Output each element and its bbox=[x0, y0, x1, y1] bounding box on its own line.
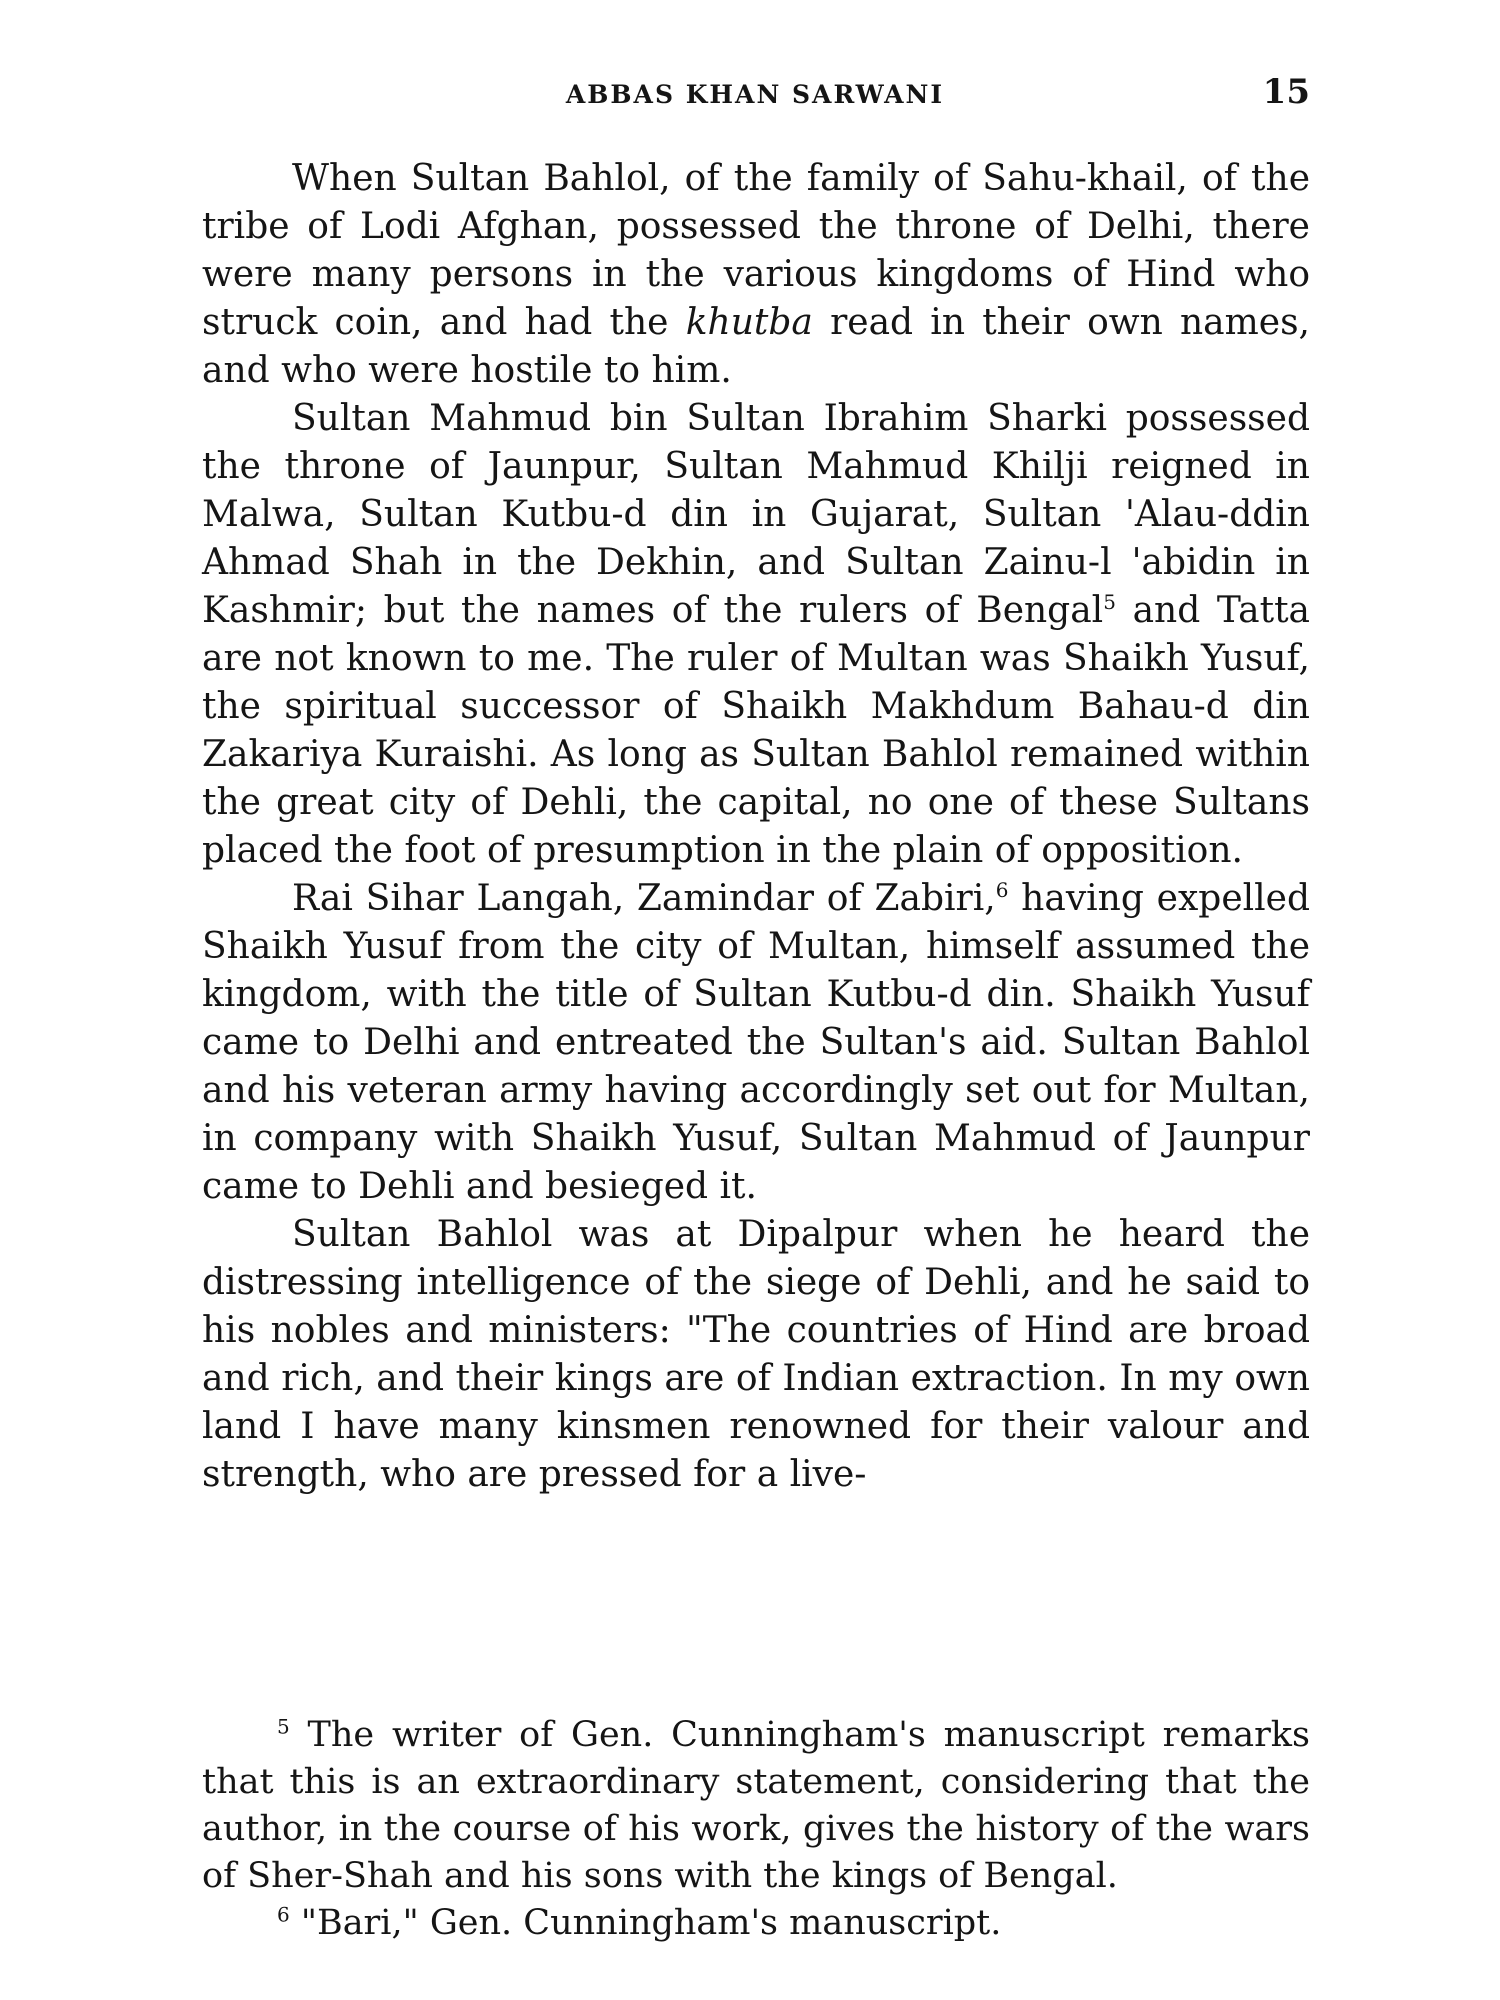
footnote-6 bbox=[202, 1900, 1310, 1947]
footnote-ref-5: 5 bbox=[1103, 590, 1116, 614]
paragraph-2-text-a: Sultan Mahmud bin Sultan Ibrahim Sharki possessed the throne of Jaunpur, Sultan Mahmud Khilji reigned in Malwa, Sultan Kutbu-d din in Gujarat, Sultan 'Alau-ddin Ahmad Shah in the Dekhin, and Sultan Zainu-l 'abidin in Kashmir; but the names of the rulers of Bengal bbox=[202, 398, 1310, 631]
footnote-5 bbox=[202, 1712, 1310, 1900]
footnotes bbox=[202, 1712, 1310, 1947]
paragraph-1-text-b: read in their own names, and who were hostile to him. bbox=[202, 302, 1310, 391]
paragraph-3-text-a: Rai Sihar Langah, Zamindar of Zabiri, bbox=[292, 878, 996, 919]
footnote-ref-6: 6 bbox=[995, 878, 1009, 902]
page-number: 15 bbox=[1262, 72, 1310, 112]
paragraph-1 bbox=[202, 155, 1310, 395]
paragraph-3 bbox=[202, 875, 1310, 1211]
paragraph-2 bbox=[202, 395, 1310, 875]
paragraph-2-text-b: and Tatta are not known to me. The ruler of Multan was Shaikh Yusuf, the spiritual successor of Shaikh Makhdum Bahau-d din Zakariya Kuraishi. As long as Sultan Bahlol remained within the great city of Dehli, the capital, no one of these Sultans placed the foot of presumption in the plain of opposition. bbox=[202, 590, 1310, 871]
paragraph-4-text: Sultan Bahlol was at Dipalpur when he heard the distressing intelligence of the siege of Dehli, and he said to his nobles and ministers: "The countries of Hind are broad and rich, and their kings are of Indian extraction. In my own land I have many kinsmen renowned for their valour and strength, who are pressed for a live- bbox=[202, 1214, 1310, 1495]
footnote-6-mark: 6 bbox=[277, 1902, 290, 1927]
paragraph-1-text-a: When Sultan Bahlol, of the family of Sahu-khail, of the tribe of Lodi Afghan, possessed the throne of Delhi, there were many persons in the various kingdoms of Hind who struck coin, and had the bbox=[202, 158, 1310, 343]
paragraph-4 bbox=[202, 1211, 1310, 1499]
paragraph-3-text-b: having expelled Shaikh Yusuf from the city of Multan, himself assumed the kingdom, with the title of Sultan Kutbu-d din. Shaikh Yusuf came to Delhi and entreated the Sultan's aid. Sultan Bahlol and his veteran army having accordingly set out for Multan, in company with Shaikh Yusuf, Sultan Mahmud of Jaunpur came to Dehli and besieged it. bbox=[202, 878, 1311, 1207]
body-text bbox=[202, 155, 1310, 1499]
khutba-term: khutba bbox=[685, 302, 813, 343]
running-title: ABBAS KHAN SARWANI bbox=[565, 80, 945, 109]
footnote-5-mark: 5 bbox=[277, 1714, 290, 1739]
footnote-5-text: The writer of Gen. Cunningham's manuscript remarks that this is an extraordinary statement, considering that the author, in the course of his work, gives the history of the wars of Sher-Shah and his sons with the kings of Bengal. bbox=[202, 1715, 1310, 1896]
footnote-6-text: "Bari," Gen. Cunningham's manuscript. bbox=[300, 1903, 1002, 1943]
page-header bbox=[200, 72, 1310, 122]
